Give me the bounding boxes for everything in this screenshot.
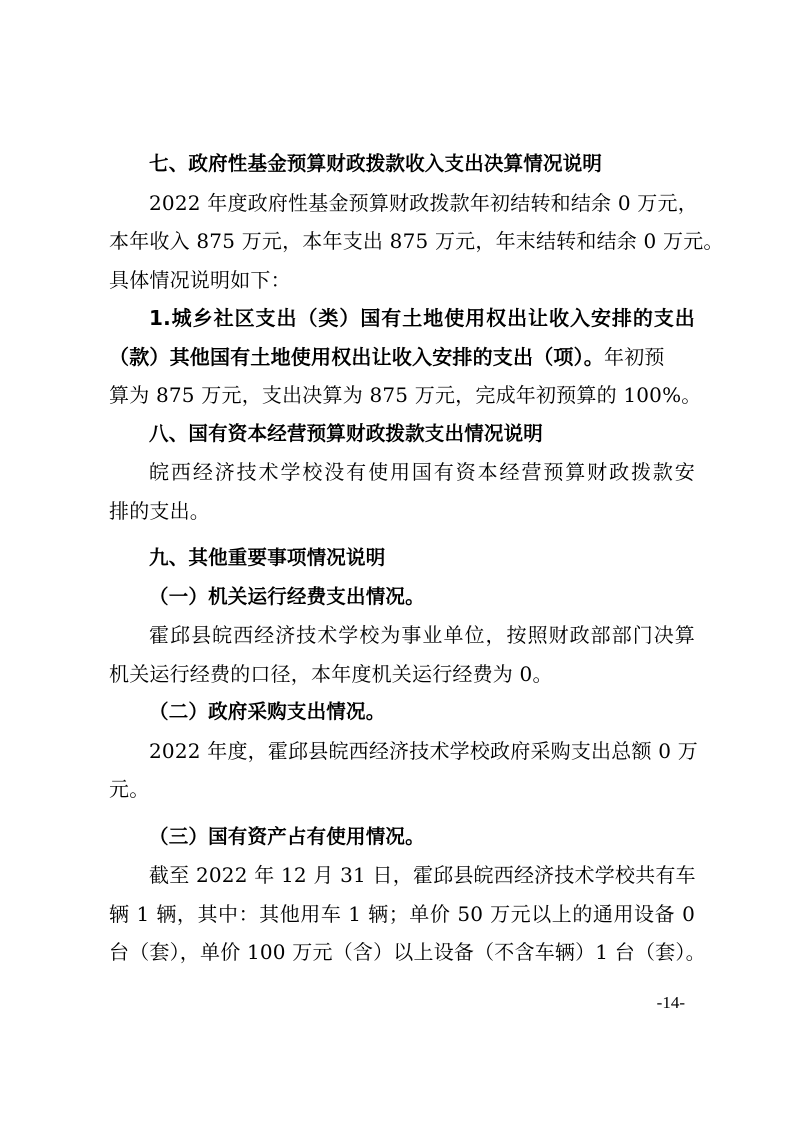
document-body xyxy=(109,145,724,972)
section-9-sub-3-line: 截至 2022 年 12 月 31 日，霍邱县皖西经济技术学校共有车 xyxy=(149,863,696,887)
page-number: -14- xyxy=(656,993,685,1012)
section-9-sub-3-line: 辆 1 辆，其中：其他用车 1 辆；单价 50 万元以上的通用设备 0 xyxy=(109,901,695,926)
section-7-paragraph-line: 本年收入 875 万元，本年支出 875 万元，年末结转和结余 0 万元。 xyxy=(109,229,724,253)
section-9-sub-1-line: 机关运行经费的口径，本年度机关运行经费为 0。 xyxy=(109,661,553,686)
section-7-paragraph-line: 具体情况说明如下： xyxy=(109,267,291,292)
section-8-paragraph-line: 排的支出。 xyxy=(109,498,210,523)
section-7-item-1-text: 年初预 xyxy=(604,344,665,369)
section-9-sub-2-line: 元。 xyxy=(109,777,150,801)
section-7-item-1-line: 算为 875 万元，支出决算为 875 万元，完成年初预算的 100%。 xyxy=(109,383,702,407)
section-7-item-1-title-end: （款）其他国有土地使用权出让收入安排的支出（项）。 xyxy=(109,344,604,369)
section-9-sub-3-heading: （三）国有资产占有使用情况。 xyxy=(149,824,425,848)
section-7-heading: 七、政府性基金预算财政拨款收入支出决算情况说明 xyxy=(149,152,603,175)
section-7-item-1-line xyxy=(109,338,695,377)
section-9-sub-1-line: 霍邱县皖西经济技术学校为事业单位，按照财政部部门决算 xyxy=(149,623,695,647)
section-7-paragraph-line: 2022 年度政府性基金预算财政拨款年初结转和结余 0 万元， xyxy=(149,190,698,215)
section-9-sub-2-line: 2022 年度，霍邱县皖西经济技术学校政府采购支出总额 0 万 xyxy=(149,738,698,763)
section-9-sub-1-heading: （一）机关运行经费支出情况。 xyxy=(149,584,425,608)
section-8-heading: 八、国有资本经营预算财政拨款支出情况说明 xyxy=(149,421,544,445)
section-7-item-1-title: 1.城乡社区支出（类）国有土地使用权出让收入安排的支出 xyxy=(149,306,695,330)
section-9-heading: 九、其他重要事项情况说明 xyxy=(149,546,386,569)
section-9-sub-2-heading: （二）政府采购支出情况。 xyxy=(149,700,386,723)
section-9-sub-3-line: 台（套），单价 100 万元（含）以上设备（不含车辆）1 台（套）。 xyxy=(109,940,706,964)
section-8-paragraph-line: 皖西经济技术学校没有使用国有资本经营预算财政拨款安 xyxy=(149,460,695,484)
